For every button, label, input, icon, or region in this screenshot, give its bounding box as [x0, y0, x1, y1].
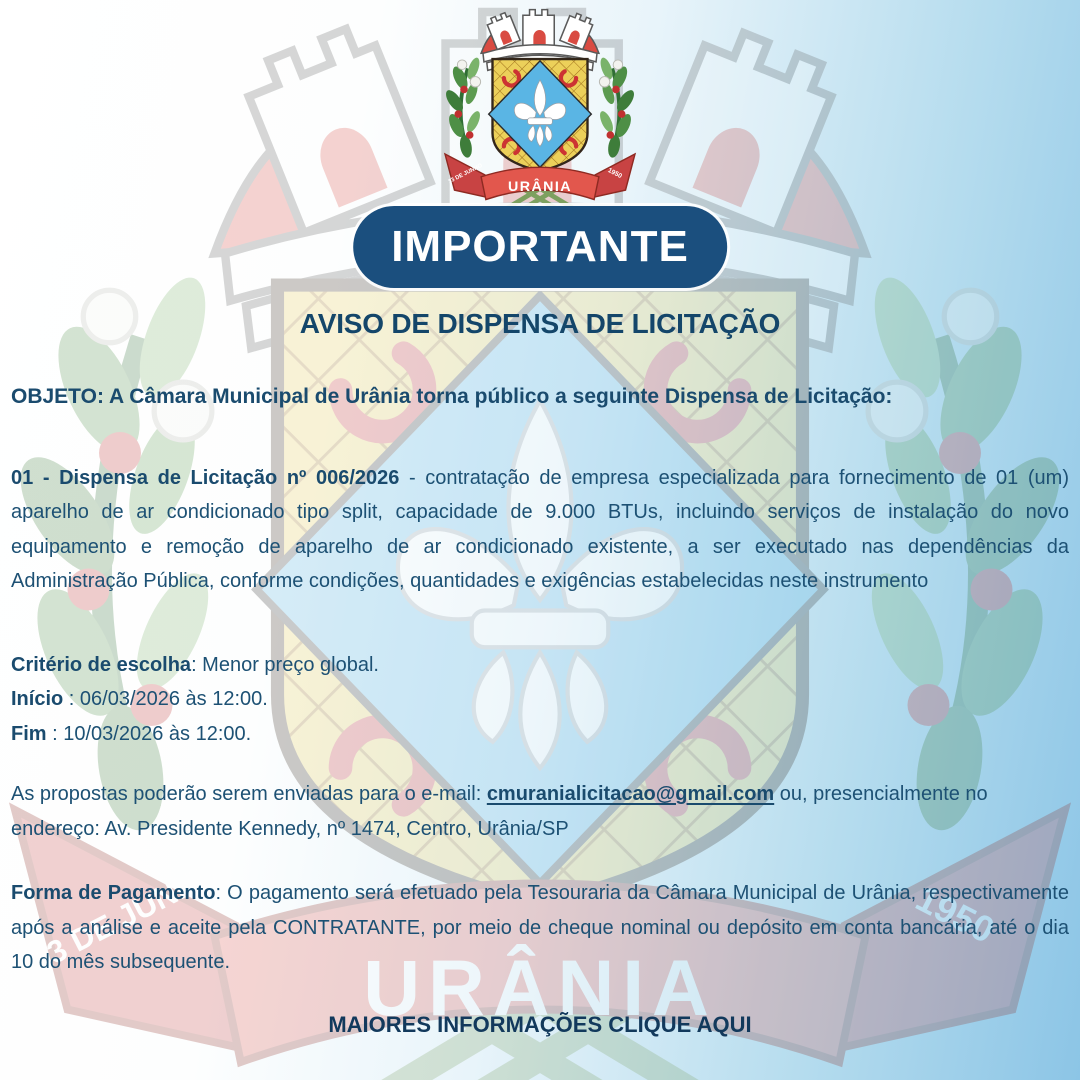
criteria-block [11, 648, 1069, 752]
proposals-paragraph [11, 777, 1069, 847]
criteria-row [11, 717, 1069, 752]
more-info-link[interactable]: MAIORES INFORMAÇÕES CLIQUE AQUI [328, 1011, 752, 1037]
payment-body: : O pagamento será efetuado pela Tesouraria da Câmara Municipal de Urânia, respectivamente após a análise e aceite pela CONTRATANTE, por meio de cheque nominal ou depósito em conta bancária, até o dia 10 do mês subsequente. [11, 882, 1069, 973]
importante-badge: IMPORTANTE [353, 206, 727, 288]
municipal-crest [426, 2, 654, 211]
criteria-value: : 10/03/2026 às 12:00. [46, 722, 252, 745]
item-paragraph [11, 461, 1069, 599]
criteria-label: Início [11, 688, 64, 710]
item-lead: 01 - Dispensa de Licitação nº 006/2026 [11, 466, 400, 489]
criteria-row [11, 648, 1069, 683]
criteria-value: : Menor preço global. [191, 653, 379, 676]
criteria-row [11, 682, 1069, 717]
payment-paragraph [11, 876, 1069, 980]
payment-label: Forma de Pagamento [11, 882, 216, 904]
page-title: AVISO DE DISPENSA DE LICITAÇÃO [299, 308, 781, 339]
proposals-before: As propostas poderão serem enviadas para o e-mail: [11, 783, 487, 805]
item-body: - contratação de empresa especializada para fornecimento de 01 (um) aparelho de ar condicionado tipo split, capacidade de 9.000 BTUs, incluindo serviços de instalação do novo equipamento e remoção de aparelho de ar condicionado existente, a ser executado nas dependências da Administração Pública, conforme condições, quantidades e exigências estabelecidas neste instrumento [11, 466, 1069, 592]
objeto-line: OBJETO: A Câmara Municipal de Urânia torna público a seguinte Dispensa de Licitação: [11, 385, 893, 408]
criteria-label: Fim [11, 722, 47, 745]
proposals-after: ou, presencialmente no endereço: Av. Presidente Kennedy, nº 1474, Centro, Urânia/SP [11, 783, 988, 840]
email-link[interactable]: cmuranialicitacao@gmail.com [486, 783, 775, 805]
criteria-label: Critério de escolha [11, 653, 192, 676]
notice-body [11, 380, 1069, 1042]
criteria-value: : 06/03/2026 às 12:00. [63, 688, 268, 710]
